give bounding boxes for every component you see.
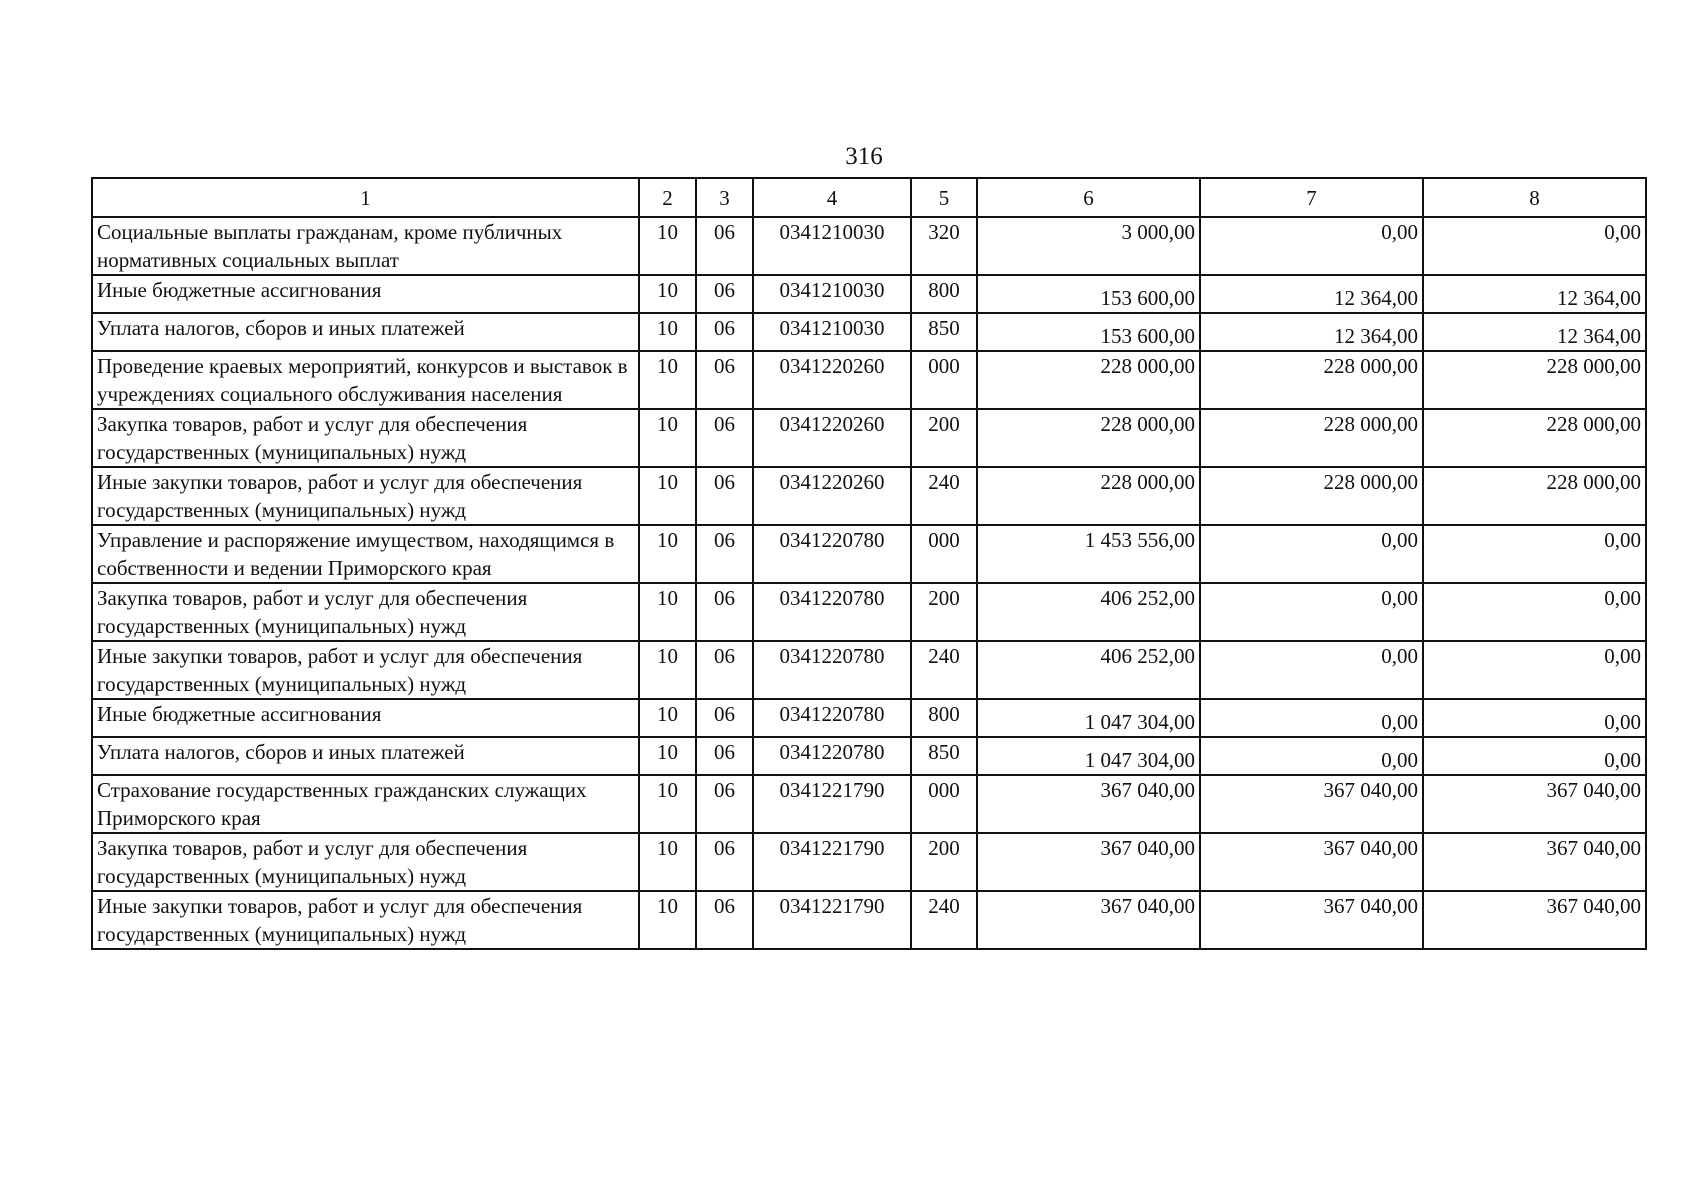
amount-col-6: 367 040,00 bbox=[977, 775, 1200, 833]
amount-col-7: 0,00 bbox=[1200, 699, 1423, 737]
budget-table bbox=[91, 177, 1647, 950]
expense-type-code: 200 bbox=[911, 409, 977, 467]
expense-type-code: 800 bbox=[911, 699, 977, 737]
subsection-code: 06 bbox=[696, 737, 753, 775]
subsection-code: 06 bbox=[696, 217, 753, 275]
amount-col-7: 367 040,00 bbox=[1200, 775, 1423, 833]
subsection-code: 06 bbox=[696, 641, 753, 699]
table-row bbox=[92, 641, 1646, 699]
expense-type-code: 000 bbox=[911, 525, 977, 583]
target-article-code: 0341220780 bbox=[753, 583, 911, 641]
amount-col-7: 367 040,00 bbox=[1200, 833, 1423, 891]
table-row bbox=[92, 833, 1646, 891]
target-article-code: 0341220260 bbox=[753, 351, 911, 409]
subsection-code: 06 bbox=[696, 467, 753, 525]
column-header-5: 5 bbox=[911, 178, 977, 217]
item-name: Страхование государственных гражданских служащих Приморского края bbox=[92, 775, 639, 833]
amount-col-8: 0,00 bbox=[1423, 583, 1646, 641]
amount-col-6: 1 453 556,00 bbox=[977, 525, 1200, 583]
section-code: 10 bbox=[639, 467, 696, 525]
amount-col-6: 3 000,00 bbox=[977, 217, 1200, 275]
amount-col-7: 0,00 bbox=[1200, 217, 1423, 275]
amount-col-8: 12 364,00 bbox=[1423, 275, 1646, 313]
column-header-7: 7 bbox=[1200, 178, 1423, 217]
amount-col-8: 12 364,00 bbox=[1423, 313, 1646, 351]
target-article-code: 0341220260 bbox=[753, 467, 911, 525]
item-name: Иные бюджетные ассигнования bbox=[92, 275, 639, 313]
item-name: Уплата налогов, сборов и иных платежей bbox=[92, 737, 639, 775]
page-number: 316 bbox=[845, 143, 883, 170]
target-article-code: 0341221790 bbox=[753, 833, 911, 891]
table-row bbox=[92, 891, 1646, 949]
target-article-code: 0341210030 bbox=[753, 275, 911, 313]
amount-col-7: 0,00 bbox=[1200, 525, 1423, 583]
column-header-1: 1 bbox=[92, 178, 639, 217]
expense-type-code: 240 bbox=[911, 641, 977, 699]
amount-col-8: 0,00 bbox=[1423, 525, 1646, 583]
amount-col-8: 228 000,00 bbox=[1423, 351, 1646, 409]
amount-col-6: 406 252,00 bbox=[977, 583, 1200, 641]
amount-col-6: 153 600,00 bbox=[977, 275, 1200, 313]
column-header-2: 2 bbox=[639, 178, 696, 217]
item-name: Закупка товаров, работ и услуг для обеспечения государственных (муниципальных) нужд bbox=[92, 583, 639, 641]
table-row bbox=[92, 737, 1646, 775]
expense-type-code: 850 bbox=[911, 313, 977, 351]
amount-col-8: 367 040,00 bbox=[1423, 833, 1646, 891]
target-article-code: 0341221790 bbox=[753, 891, 911, 949]
item-name: Проведение краевых мероприятий, конкурсов и выставок в учреждениях социального обслуживания населения bbox=[92, 351, 639, 409]
subsection-code: 06 bbox=[696, 833, 753, 891]
section-code: 10 bbox=[639, 351, 696, 409]
target-article-code: 0341220260 bbox=[753, 409, 911, 467]
section-code: 10 bbox=[639, 775, 696, 833]
expense-type-code: 200 bbox=[911, 833, 977, 891]
amount-col-6: 367 040,00 bbox=[977, 833, 1200, 891]
column-header-6: 6 bbox=[977, 178, 1200, 217]
table-row bbox=[92, 313, 1646, 351]
target-article-code: 0341210030 bbox=[753, 313, 911, 351]
section-code: 10 bbox=[639, 891, 696, 949]
amount-col-6: 228 000,00 bbox=[977, 467, 1200, 525]
table-row bbox=[92, 467, 1646, 525]
subsection-code: 06 bbox=[696, 313, 753, 351]
subsection-code: 06 bbox=[696, 525, 753, 583]
amount-col-8: 367 040,00 bbox=[1423, 891, 1646, 949]
column-header-8: 8 bbox=[1423, 178, 1646, 217]
subsection-code: 06 bbox=[696, 351, 753, 409]
expense-type-code: 240 bbox=[911, 467, 977, 525]
amount-col-6: 153 600,00 bbox=[977, 313, 1200, 351]
expense-type-code: 800 bbox=[911, 275, 977, 313]
expense-type-code: 850 bbox=[911, 737, 977, 775]
table-row bbox=[92, 351, 1646, 409]
header-row bbox=[92, 178, 1646, 217]
amount-col-6: 367 040,00 bbox=[977, 891, 1200, 949]
target-article-code: 0341220780 bbox=[753, 641, 911, 699]
expense-type-code: 200 bbox=[911, 583, 977, 641]
item-name: Управление и распоряжение имуществом, находящимся в собственности и ведении Приморского края bbox=[92, 525, 639, 583]
amount-col-7: 12 364,00 bbox=[1200, 313, 1423, 351]
expense-type-code: 240 bbox=[911, 891, 977, 949]
table-row bbox=[92, 699, 1646, 737]
target-article-code: 0341220780 bbox=[753, 699, 911, 737]
expense-type-code: 000 bbox=[911, 351, 977, 409]
subsection-code: 06 bbox=[696, 891, 753, 949]
amount-col-8: 0,00 bbox=[1423, 699, 1646, 737]
amount-col-7: 0,00 bbox=[1200, 583, 1423, 641]
item-name: Иные закупки товаров, работ и услуг для обеспечения государственных (муниципальных) нужд bbox=[92, 467, 639, 525]
section-code: 10 bbox=[639, 833, 696, 891]
amount-col-6: 1 047 304,00 bbox=[977, 699, 1200, 737]
section-code: 10 bbox=[639, 313, 696, 351]
column-header-3: 3 bbox=[696, 178, 753, 217]
table-row bbox=[92, 775, 1646, 833]
amount-col-7: 12 364,00 bbox=[1200, 275, 1423, 313]
section-code: 10 bbox=[639, 275, 696, 313]
target-article-code: 0341220780 bbox=[753, 737, 911, 775]
amount-col-8: 228 000,00 bbox=[1423, 467, 1646, 525]
expense-type-code: 320 bbox=[911, 217, 977, 275]
item-name: Закупка товаров, работ и услуг для обеспечения государственных (муниципальных) нужд bbox=[92, 833, 639, 891]
amount-col-7: 228 000,00 bbox=[1200, 467, 1423, 525]
expense-type-code: 000 bbox=[911, 775, 977, 833]
amount-col-6: 1 047 304,00 bbox=[977, 737, 1200, 775]
column-header-4: 4 bbox=[753, 178, 911, 217]
table-row bbox=[92, 409, 1646, 467]
amount-col-8: 0,00 bbox=[1423, 737, 1646, 775]
amount-col-8: 367 040,00 bbox=[1423, 775, 1646, 833]
subsection-code: 06 bbox=[696, 409, 753, 467]
table-row bbox=[92, 583, 1646, 641]
table-row bbox=[92, 525, 1646, 583]
section-code: 10 bbox=[639, 699, 696, 737]
item-name: Иные закупки товаров, работ и услуг для обеспечения государственных (муниципальных) нужд bbox=[92, 891, 639, 949]
amount-col-8: 0,00 bbox=[1423, 217, 1646, 275]
table-row bbox=[92, 275, 1646, 313]
section-code: 10 bbox=[639, 583, 696, 641]
amount-col-8: 0,00 bbox=[1423, 641, 1646, 699]
section-code: 10 bbox=[639, 641, 696, 699]
item-name: Закупка товаров, работ и услуг для обеспечения государственных (муниципальных) нужд bbox=[92, 409, 639, 467]
section-code: 10 bbox=[639, 525, 696, 583]
section-code: 10 bbox=[639, 737, 696, 775]
amount-col-8: 228 000,00 bbox=[1423, 409, 1646, 467]
subsection-code: 06 bbox=[696, 699, 753, 737]
target-article-code: 0341210030 bbox=[753, 217, 911, 275]
subsection-code: 06 bbox=[696, 583, 753, 641]
item-name: Иные закупки товаров, работ и услуг для обеспечения государственных (муниципальных) нужд bbox=[92, 641, 639, 699]
amount-col-7: 228 000,00 bbox=[1200, 351, 1423, 409]
amount-col-7: 228 000,00 bbox=[1200, 409, 1423, 467]
target-article-code: 0341220780 bbox=[753, 525, 911, 583]
amount-col-6: 228 000,00 bbox=[977, 409, 1200, 467]
item-name: Уплата налогов, сборов и иных платежей bbox=[92, 313, 639, 351]
amount-col-6: 406 252,00 bbox=[977, 641, 1200, 699]
section-code: 10 bbox=[639, 217, 696, 275]
item-name: Социальные выплаты гражданам, кроме публичных нормативных социальных выплат bbox=[92, 217, 639, 275]
subsection-code: 06 bbox=[696, 275, 753, 313]
target-article-code: 0341221790 bbox=[753, 775, 911, 833]
amount-col-7: 367 040,00 bbox=[1200, 891, 1423, 949]
item-name: Иные бюджетные ассигнования bbox=[92, 699, 639, 737]
amount-col-6: 228 000,00 bbox=[977, 351, 1200, 409]
amount-col-7: 0,00 bbox=[1200, 737, 1423, 775]
section-code: 10 bbox=[639, 409, 696, 467]
subsection-code: 06 bbox=[696, 775, 753, 833]
table-row bbox=[92, 217, 1646, 275]
amount-col-7: 0,00 bbox=[1200, 641, 1423, 699]
